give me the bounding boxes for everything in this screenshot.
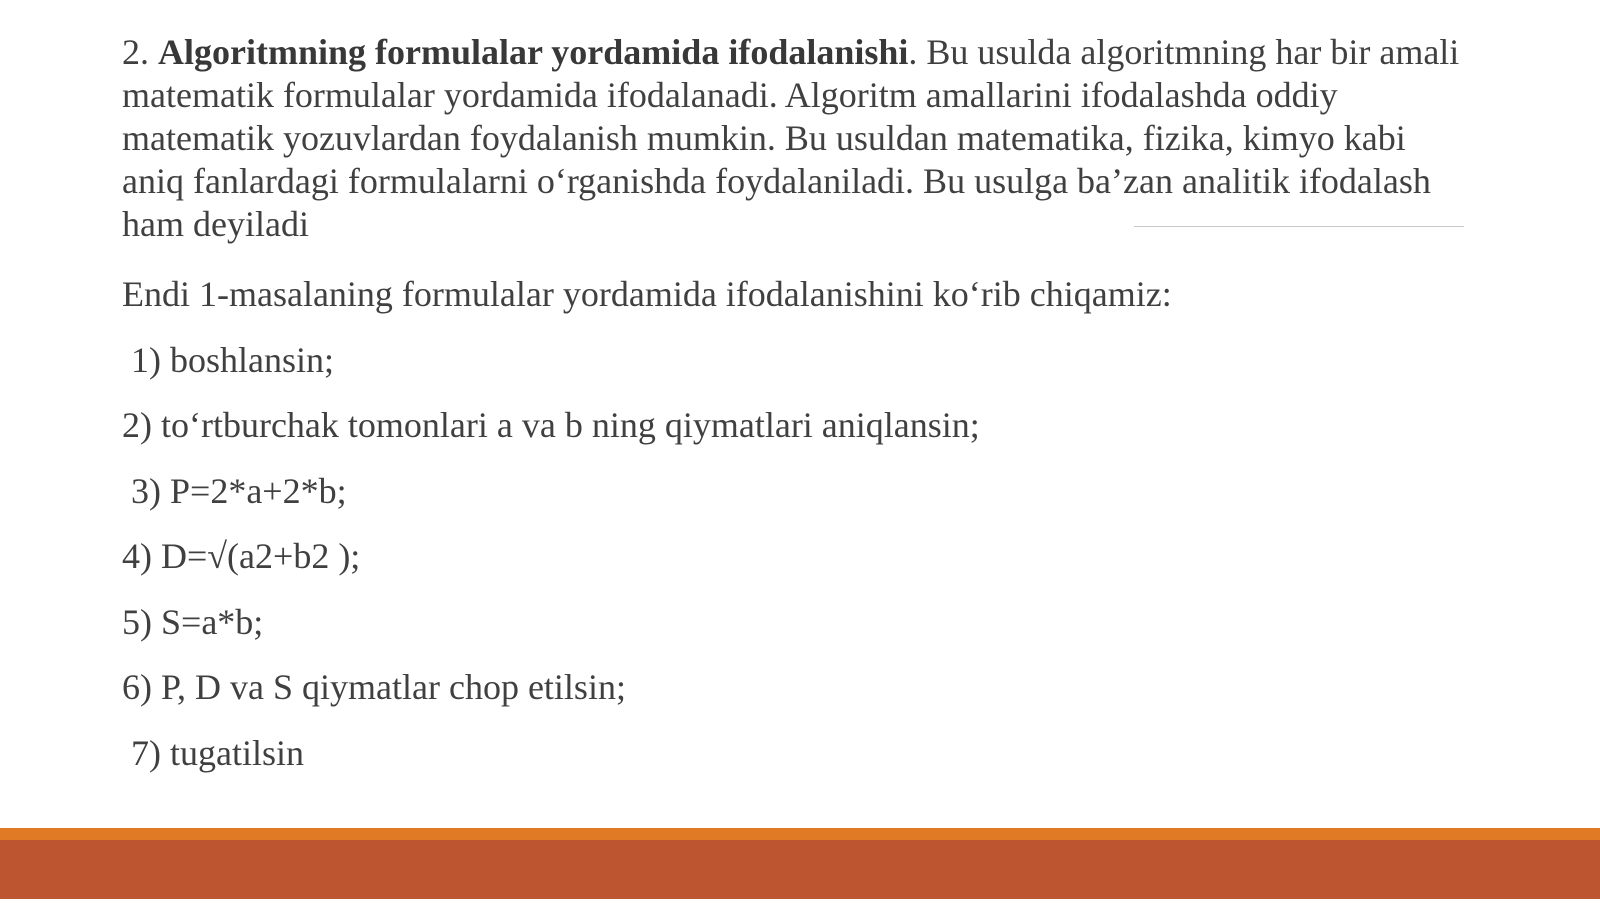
step-7: 7) tugatilsin <box>122 733 304 773</box>
step-4: 4) D=√(a2+b2 ); <box>122 536 361 576</box>
step-6: 6) P, D va S qiymatlar chop etilsin; <box>122 667 626 707</box>
step-1: 1) boshlansin; <box>122 340 334 380</box>
intro-body: . Bu usulda algoritmning har bir amali matematik formulalar yordamida ifodalanadi. Algoritm amallarini ifodalashda oddiy matematik yozuvlardan foydalanish mumkin. Bu usuldan matematika, fizika, kimyo kabi aniq fanlardagi formulalarni o‘rganishda foydalaniladi. Bu usulga ba’zan analitik ifodalash ham deyiladi <box>122 32 1460 244</box>
intro-paragraph <box>122 31 1462 246</box>
intro-number: 2. <box>122 32 158 72</box>
lead-text: Endi 1-masalaning formulalar yordamida ifodalanishini ko‘rib chiqamiz: <box>122 274 1172 314</box>
accent-bar <box>0 828 1600 840</box>
footer-bar <box>0 840 1600 899</box>
step-5: 5) S=a*b; <box>122 602 264 642</box>
intro-heading: Algoritmning formulalar yordamida ifodalanishi <box>158 32 909 72</box>
step-3: 3) P=2*a+2*b; <box>122 471 347 511</box>
divider-line <box>1134 226 1464 227</box>
step-2: 2) to‘rtburchak tomonlari a va b ning qiymatlari aniqlansin; <box>122 405 980 445</box>
